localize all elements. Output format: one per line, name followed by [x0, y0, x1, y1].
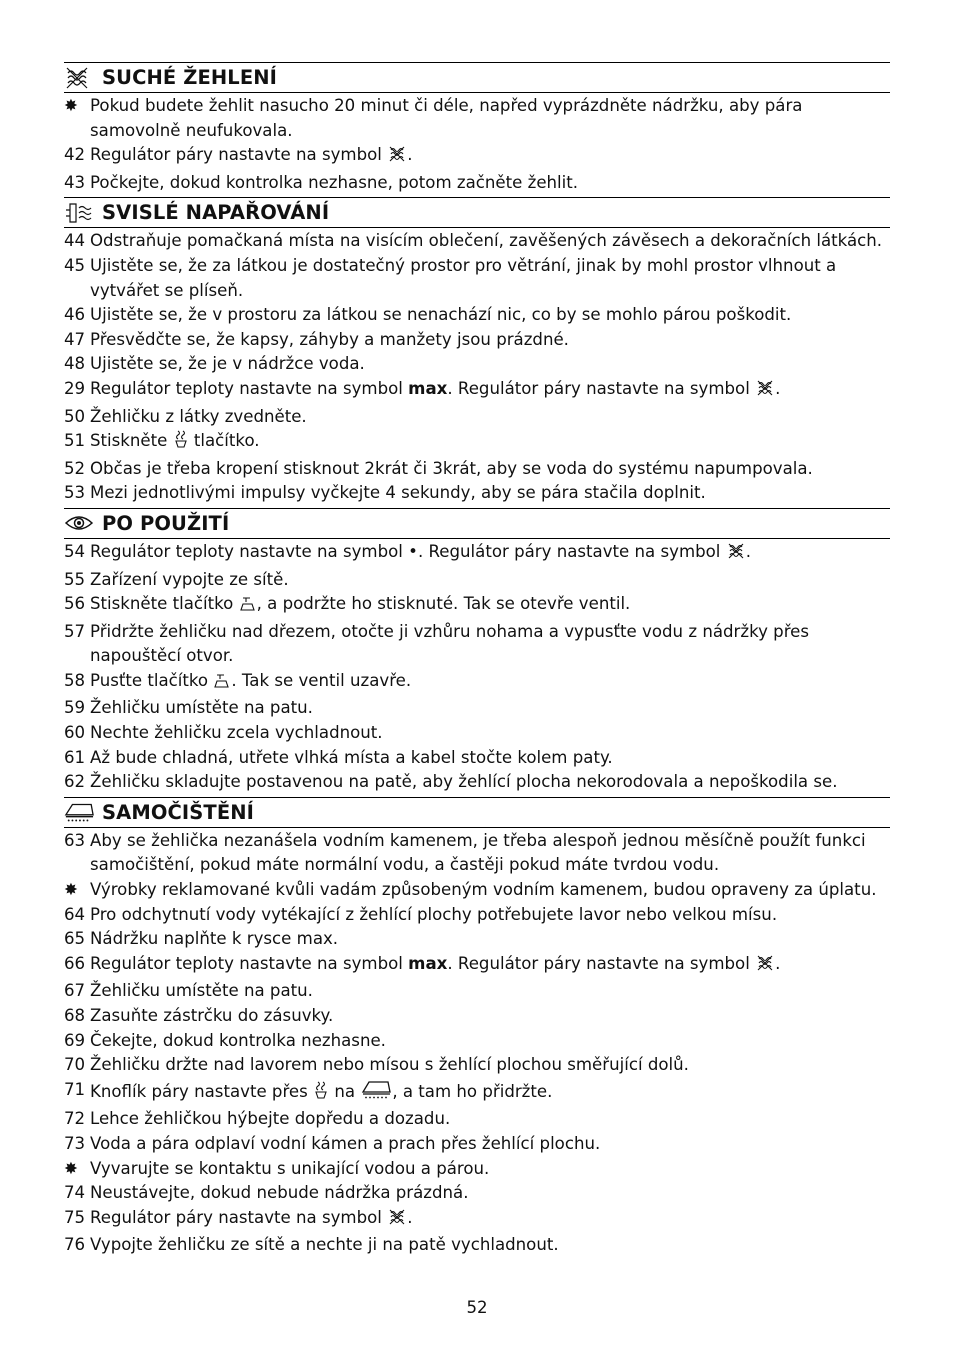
text-run: Čekejte, dokud kontrolka nezhasne.: [90, 1030, 386, 1050]
step-number: 70: [64, 1055, 86, 1075]
text-run: Pusťte tlačítko: [90, 670, 214, 690]
instruction-item: [64, 377, 890, 405]
instruction-item: [64, 620, 890, 669]
self-clean-icon: [361, 1078, 391, 1108]
step-number: 61: [64, 747, 86, 767]
instruction-list: [64, 829, 890, 1258]
step-number: 68: [64, 1006, 86, 1025]
text-run: Odstraňuje pomačkaná místa na visícím oblečení, zavěšených závěsech a dekoračních látkách.: [90, 231, 883, 251]
section-header: [64, 797, 890, 828]
instruction-item: [64, 927, 890, 952]
instruction-item: [64, 457, 890, 482]
instruction-item: [64, 1181, 890, 1206]
warning-item: [64, 1157, 890, 1182]
text-run: .: [775, 953, 781, 973]
text-run: .: [775, 378, 781, 398]
section-title: SUCHÉ ŽEHLENÍ: [102, 66, 278, 89]
instruction-list: [64, 94, 890, 195]
valve-icon: [240, 595, 256, 620]
instruction-item: [64, 721, 890, 746]
text-run: Lehce žehličkou hýbejte dopředu a dozadu.: [90, 1109, 451, 1129]
warning-icon: ✸: [64, 880, 78, 900]
instruction-item: [64, 229, 890, 254]
page-number: 52: [466, 1298, 488, 1317]
text-run: Regulátor teploty nastavte na symbol: [90, 953, 409, 973]
step-number: 71: [64, 1079, 86, 1099]
step-number: 63: [64, 830, 86, 850]
text-run: .: [407, 145, 413, 165]
instruction-item: [64, 429, 890, 457]
instruction-item: [64, 303, 890, 328]
instruction-text: [90, 171, 890, 196]
step-number: 48: [64, 354, 86, 374]
instruction-text: [90, 1004, 890, 1029]
instruction-item: [64, 171, 890, 196]
step-number: 69: [64, 1030, 86, 1050]
text-run: Knoflík páry nastavte přes: [90, 1081, 314, 1101]
instruction-item: [64, 143, 890, 171]
section-header: [64, 62, 890, 93]
warning-item: [64, 94, 890, 143]
instruction-text: [90, 377, 890, 405]
instruction-text: [90, 979, 890, 1004]
instruction-item: [64, 592, 890, 620]
instruction-item: [64, 696, 890, 721]
step-number: 52: [64, 458, 86, 478]
no-steam-icon: [388, 1208, 406, 1234]
step-number: 76: [64, 1235, 86, 1255]
instruction-text: [90, 457, 890, 482]
step-number: 75: [64, 1207, 86, 1227]
text-run: .: [407, 1207, 413, 1227]
instruction-text: [90, 1029, 890, 1054]
instruction-text: [90, 829, 890, 878]
instruction-text: [90, 696, 890, 721]
instruction-text: [90, 229, 890, 254]
text-run: na: [329, 1081, 361, 1101]
text-run: Nechte žehličku zcela vychladnout.: [90, 723, 383, 743]
text-run: Výrobky reklamované kvůli vadám způsobeným vodním kamenem, budou opraveny za úplatu.: [90, 880, 877, 900]
step-number: 59: [64, 698, 86, 718]
instruction-list: [64, 540, 890, 795]
text-run: Pokud budete žehlit nasucho 20 minut či déle, napřed vyprázdněte nádržku, aby pára samovolně neufukovala.: [90, 96, 803, 140]
step-number: 57: [64, 621, 86, 641]
text-run: Regulátor teploty nastavte na symbol: [90, 541, 409, 561]
text-run: •: [408, 541, 418, 561]
bold-text: max: [408, 378, 448, 398]
instruction-item: [64, 1233, 890, 1258]
step-number: 45: [64, 255, 86, 275]
step-number: 29: [64, 378, 86, 398]
shot-icon: [314, 1080, 328, 1108]
warning-icon: ✸: [64, 96, 78, 115]
text-run: Žehličku umístěte na patu.: [90, 698, 313, 718]
no-steam-icon: [756, 379, 774, 405]
step-number: 44: [64, 231, 86, 251]
instruction-text: [90, 592, 890, 620]
section-title: SAMOČIŠTĚNÍ: [102, 800, 255, 824]
instruction-text: [90, 568, 890, 593]
step-number: 62: [64, 772, 86, 792]
step-number: 47: [64, 329, 86, 349]
text-run: Regulátor páry nastavte na symbol: [90, 1207, 388, 1227]
text-run: , a podržte ho stisknuté. Tak se otevře ventil.: [256, 594, 631, 614]
text-run: . Tak se ventil uzavře.: [231, 670, 412, 690]
instruction-text: [90, 481, 890, 506]
instruction-text: [90, 1053, 890, 1078]
instruction-text: [90, 540, 890, 568]
instruction-item: [64, 1004, 890, 1029]
text-run: Přesvědčte se, že kapsy, záhyby a manžety jsou prázdné.: [90, 329, 569, 349]
step-number: 74: [64, 1183, 86, 1203]
text-run: Stiskněte: [90, 431, 173, 451]
instruction-item: [64, 352, 890, 377]
self-clean-icon: [64, 801, 94, 823]
text-run: Pro odchytnutí vody vytékající z žehlící plochy potřebujete lavor nebo velkou mísu.: [90, 904, 778, 924]
instruction-text: [90, 352, 890, 377]
instruction-text: [90, 903, 890, 928]
instruction-text: [90, 746, 890, 771]
warning-icon: ✸: [64, 1158, 78, 1178]
text-run: .: [745, 541, 751, 561]
section-title: SVISLÉ NAPAŘOVÁNÍ: [102, 201, 330, 225]
instruction-text: [90, 620, 890, 669]
instruction-text: [90, 405, 890, 430]
instruction-text: [90, 328, 890, 353]
instruction-item: [64, 1206, 890, 1234]
no-steam-icon: [727, 542, 745, 568]
text-run: . Regulátor páry nastavte na symbol: [447, 378, 756, 398]
instruction-item: [64, 481, 890, 506]
no-steam-icon: [756, 954, 774, 980]
instruction-text: [90, 721, 890, 746]
text-run: Vypojte žehličku ze sítě a nechte ji na patě vychladnout.: [90, 1235, 559, 1255]
step-number: 55: [64, 569, 86, 589]
instruction-item: [64, 328, 890, 353]
bold-text: max: [408, 953, 448, 973]
step-number: 53: [64, 483, 86, 503]
text-run: Žehličku umístěte na patu.: [90, 981, 313, 1001]
instruction-text: [90, 94, 890, 143]
text-run: Voda a pára odplaví vodní kámen a prach přes žehlící plochu.: [90, 1133, 601, 1153]
text-run: . Regulátor páry nastavte na symbol: [447, 953, 756, 973]
instruction-text: [90, 143, 890, 171]
step-number: 72: [64, 1109, 86, 1129]
step-number: 42: [64, 145, 86, 165]
text-run: Ujistěte se, že za látkou je dostatečný prostor pro větrání, jinak by mohl prostor vlhnout a vytvářet se plíseň.: [90, 255, 837, 300]
step-number: 66: [64, 953, 86, 973]
instruction-text: [90, 303, 890, 328]
step-number: 60: [64, 723, 86, 743]
instruction-text: [90, 1206, 890, 1234]
instruction-item: [64, 1029, 890, 1054]
instruction-item: [64, 568, 890, 593]
instruction-item: [64, 770, 890, 795]
step-number: 67: [64, 981, 86, 1001]
section-title: PO POUŽITÍ: [102, 511, 230, 535]
text-run: Počkejte, dokud kontrolka nezhasne, potom začněte žehlit.: [90, 172, 579, 192]
eye-icon: [64, 512, 94, 534]
text-run: Ujistěte se, že v prostoru za látkou se nenachází nic, co by se mohlo párou poškodit.: [90, 305, 792, 325]
vertical-steam-icon: [64, 202, 94, 224]
instruction-text: [90, 927, 890, 952]
step-number: 50: [64, 406, 86, 426]
instruction-item: [64, 746, 890, 771]
document-page: [64, 62, 890, 1260]
text-run: Zasuňte zástrčku do zásuvky.: [90, 1006, 334, 1025]
step-number: 56: [64, 594, 86, 614]
instruction-text: [90, 254, 890, 303]
instruction-item: [64, 979, 890, 1004]
text-run: Stiskněte tlačítko: [90, 594, 239, 614]
text-run: Vyvarujte se kontaktu s unikající vodou a párou.: [90, 1158, 490, 1178]
instruction-item: [64, 903, 890, 928]
instruction-item: [64, 1107, 890, 1132]
text-run: Přidržte žehličku nad dřezem, otočte ji vzhůru nohama a vypusťte vodu z nádržky přes napouštěcí otvor.: [90, 621, 810, 666]
text-run: tlačítko.: [188, 431, 260, 451]
step-number: 54: [64, 541, 86, 561]
step-number: 43: [64, 172, 86, 192]
instruction-text: [90, 1157, 890, 1182]
text-run: , a tam ho přidržte.: [392, 1081, 553, 1101]
text-run: Žehličku z látky zvedněte.: [90, 406, 307, 426]
text-run: Regulátor páry nastavte na symbol: [90, 145, 388, 165]
dry-ironing-icon: [64, 67, 94, 89]
instruction-item: [64, 1078, 890, 1108]
step-number: 46: [64, 305, 86, 325]
instruction-item: [64, 1053, 890, 1078]
step-number: 51: [64, 431, 86, 451]
text-run: Aby se žehlička nezanášela vodním kamenem, je třeba alespoň jednou měsíčně použít funkci samočištění, pokud máte normální vodu, a častěji pokud máte tvrdou vodu.: [90, 830, 866, 875]
text-run: Regulátor teploty nastavte na symbol: [90, 378, 409, 398]
instruction-text: [90, 1107, 890, 1132]
instruction-item: [64, 829, 890, 878]
text-run: Občas je třeba kropení stisknout 2krát či 3krát, aby se voda do systému napumpovala.: [90, 458, 813, 478]
text-run: Zařízení vypojte ze sítě.: [90, 569, 289, 589]
step-number: 73: [64, 1133, 86, 1153]
instruction-item: [64, 952, 890, 980]
no-steam-icon: [388, 145, 406, 171]
instruction-text: [90, 1233, 890, 1258]
instruction-text: [90, 1132, 890, 1157]
section-header: [64, 197, 890, 228]
text-run: Až bude chladná, utřete vlhká místa a kabel stočte kolem paty.: [90, 747, 613, 767]
text-run: Žehličku skladujte postavenou na patě, aby žehlící plocha nekorodovala a nepoškodila se.: [90, 772, 838, 792]
text-run: Ujistěte se, že je v nádržce voda.: [90, 354, 365, 374]
instruction-item: [64, 254, 890, 303]
instruction-text: [90, 952, 890, 980]
warning-item: [64, 878, 890, 903]
text-run: Nádržku naplňte k rysce max.: [90, 929, 339, 949]
instruction-item: [64, 1132, 890, 1157]
section-header: [64, 508, 890, 539]
instruction-text: [90, 669, 890, 697]
step-number: 58: [64, 670, 86, 690]
instruction-item: [64, 669, 890, 697]
instruction-list: [64, 229, 890, 506]
instruction-item: [64, 405, 890, 430]
step-number: 65: [64, 929, 86, 949]
instruction-item: [64, 540, 890, 568]
text-run: Neustávejte, dokud nebude nádržka prázdná.: [90, 1183, 469, 1203]
instruction-text: [90, 1078, 890, 1108]
instruction-text: [90, 770, 890, 795]
instruction-text: [90, 878, 890, 903]
valve-icon: [214, 672, 230, 697]
text-run: Žehličku držte nad lavorem nebo mísou s žehlící plochou směřující dolů.: [90, 1055, 689, 1075]
step-number: 64: [64, 904, 86, 924]
text-run: . Regulátor páry nastavte na symbol: [417, 541, 726, 561]
shot-icon: [174, 429, 188, 457]
text-run: Mezi jednotlivými impulsy vyčkejte 4 sekundy, aby se pára stačila doplnit.: [90, 483, 706, 503]
instruction-text: [90, 1181, 890, 1206]
instruction-text: [90, 429, 890, 457]
